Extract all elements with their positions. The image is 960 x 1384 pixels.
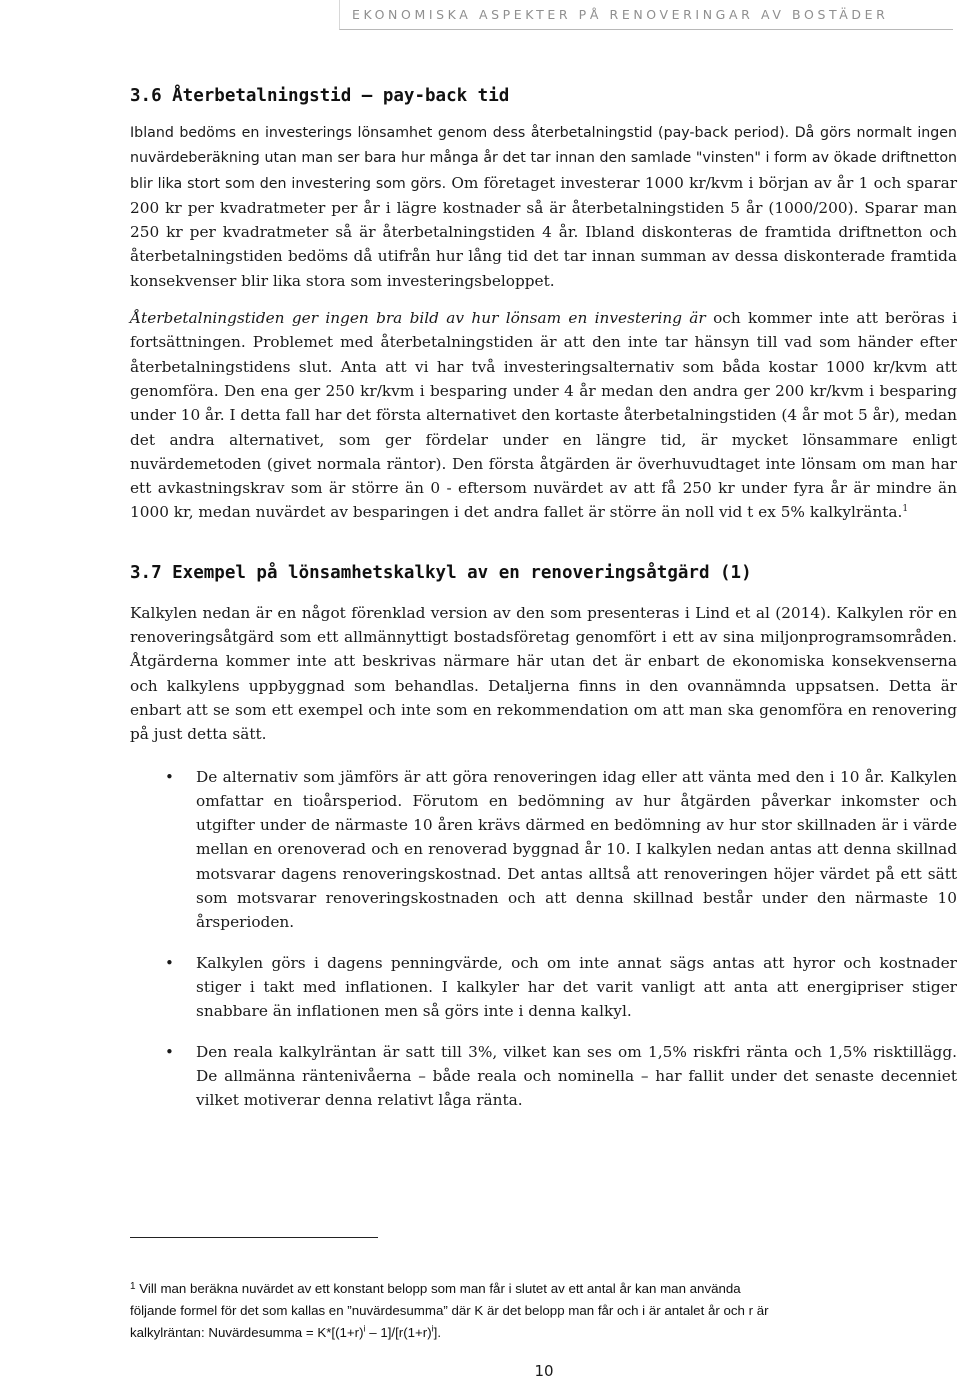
bullet-list xyxy=(130,765,957,1113)
bullet-icon: • xyxy=(165,953,174,972)
footnote-formula-part-1: kalkylräntan: Nuvärdesumma = K*[(1+r) xyxy=(130,1325,364,1340)
running-header xyxy=(339,0,953,30)
list-item-text: De alternativ som jämförs är att göra renoveringen idag eller att vänta med den i 10 år. Kalkylen omfattar en tioårsperiod. Förutom en bedömning av hur åtgärden påverkar inkomster och utgifter under de närmaste 10 åren krävs därmed en bedömning av hur stor skillnaden är i värde mellan en orenoverad och en renoverad byggnad år 10. I kalkylen nedan antas att denna skillnad motsvarar dagens renoveringskostnad. Det antas alltså att renoveringen höjer värdet på ett sätt som motsvarar renoveringskostnaden och att denna skillnad består under den närmaste 10 årsperioden. xyxy=(196,767,957,932)
page-number: 10 xyxy=(534,1362,554,1380)
list-item-text: Den reala kalkylräntan är satt till 3%, vilket kan ses om 1,5% riskfri ränta och 1,5% risktillägg. De allmänna räntenivåerna – både reala och nominella – har fallit under det senaste decenniet vilket motiverar denna relativt låga ränta. xyxy=(196,1042,957,1110)
paragraph-2-text: och kommer inte att beröras i fortsättningen. Problemet med återbetalningstiden är att den inte tar hänsyn till vad som händer efter återbetalningstidens slut. Anta att vi har två investeringsalternativ som båda kostar 1000 kr/kvm att genomföra. Den ena ger 250 kr/kvm i besparing under 4 år medan den andra ger 200 kr/kvm i besparing under 10 år. I detta fall har det första alternativet den kortaste återbetalningstiden (4 år mot 5 år), medan det andra alternativet, som ger fördelar under en längre tid, är mycket lönsammare enligt nuvärdemetoden (givet normala räntor). Den första åtgärden är överhuvudtaget inte lönsam om man har ett avkastningskrav som är större än 0 - eftersom nuvärdet av att få 250 kr under fyra år är mindre än 1000 kr, medan nuvärdet av besparingen i det andra fallet är större än noll vid t ex 5% kalkylränta. xyxy=(130,309,958,522)
list-item-text: Kalkylen görs i dagens penningvärde, och om inte annat sägs antas att hyror och kostnader stiger i takt med inflationen. I kalkyler har det varit vanligt att anta att energipriser stiger snabbare än inflationen men så görs inte i denna kalkyl. xyxy=(196,953,957,1021)
footnote-line-1 xyxy=(130,1278,957,1300)
paragraph-2-italic-text: Återbetalningstiden ger ingen bra bild av hur lönsam en investering är xyxy=(130,309,706,328)
footnote-text-1: Vill man beräkna nuvärdet av ett konstant belopp som man får i slutet av ett antal år kan man använda xyxy=(135,1281,741,1296)
list-item xyxy=(130,951,957,1024)
footnote-formula-part-3: ]. xyxy=(433,1325,442,1340)
formula-exponent: i xyxy=(431,1323,434,1334)
list-item xyxy=(130,1040,957,1113)
footnote-formula-part-2: – 1]/[r(1+r) xyxy=(365,1325,432,1340)
footnote-line-3 xyxy=(130,1322,957,1344)
section-3-7-paragraph-1: Kalkylen nedan är en något förenklad version av den som presenteras i Lind et al (2014). Kalkylen rör en renoveringsåtgärd som ett allmännyttigt bostadsföretag genomfört i ett av sina miljonprogramsområden. Åtgärderna kommer inte att beskrivas närmare här utan det är enbart de ekonomiska konsekvenserna och kalkylens uppbyggnad som behandlas. Detaljerna finns in den ovannämnda uppsatsen. Detta är enbart att se som ett exempel och inte som en rekommendation om att man ska genomföra en renovering på just detta sätt. xyxy=(130,603,957,744)
section-3-6-paragraph-2 xyxy=(130,306,957,525)
section-heading-3-6: 3.6 Återbetalningstid — pay-back tid xyxy=(130,86,510,106)
footnote-line-2: följande formel för det som kallas en ”nuvärdesumma” där K är det belopp man får och i är antalet år och r är xyxy=(130,1303,769,1318)
section-3-6-paragraph-1 xyxy=(130,120,957,293)
formula-exponent: i xyxy=(363,1323,366,1334)
footnote xyxy=(130,1278,957,1344)
bullet-icon: • xyxy=(165,1042,174,1061)
footnote-reference[interactable]: 1 xyxy=(902,504,909,515)
bullet-icon: • xyxy=(165,767,174,786)
paragraph-1-serif-text: Om företaget investerar 1000 kr/kvm i början av år 1 och sparar 200 kr per kvadratmeter per år i lägre kostnader så är återbetalningstiden 5 år (1000/200). Sparar man 250 kr per kvadratmeter så är återbetalningstiden 4 år. Ibland diskonteras de framtida driftnetton och återbetalningstiden bedöms då utifrån hur lång tid det tar innan summan av dessa diskonterade framtida konsekvenser blir lika stora som investeringsbeloppet. xyxy=(130,173,958,290)
list-item xyxy=(130,765,957,935)
footnote-marker: 1 xyxy=(130,1281,136,1292)
running-header-title: EKONOMISKA ASPEKTER PÅ RENOVERINGAR AV BOSTÄDER xyxy=(352,7,889,22)
paragraph-1-sans-text: Ibland bedöms en investerings lönsamhet genom dess återbetalningstid (pay-back period). Då görs normalt ingen nuvärdeberäkning utan man ser bara hur många år det tar innan den samlade "vinsten" i form av ökade driftnetton blir lika stort som den investering som görs. xyxy=(130,125,957,192)
page-content xyxy=(130,86,957,1112)
section-heading-3-7: 3.7 Exempel på lönsamhetskalkyl av en renoveringsåtgärd (1) xyxy=(130,562,752,583)
footnote-separator xyxy=(130,1237,378,1238)
